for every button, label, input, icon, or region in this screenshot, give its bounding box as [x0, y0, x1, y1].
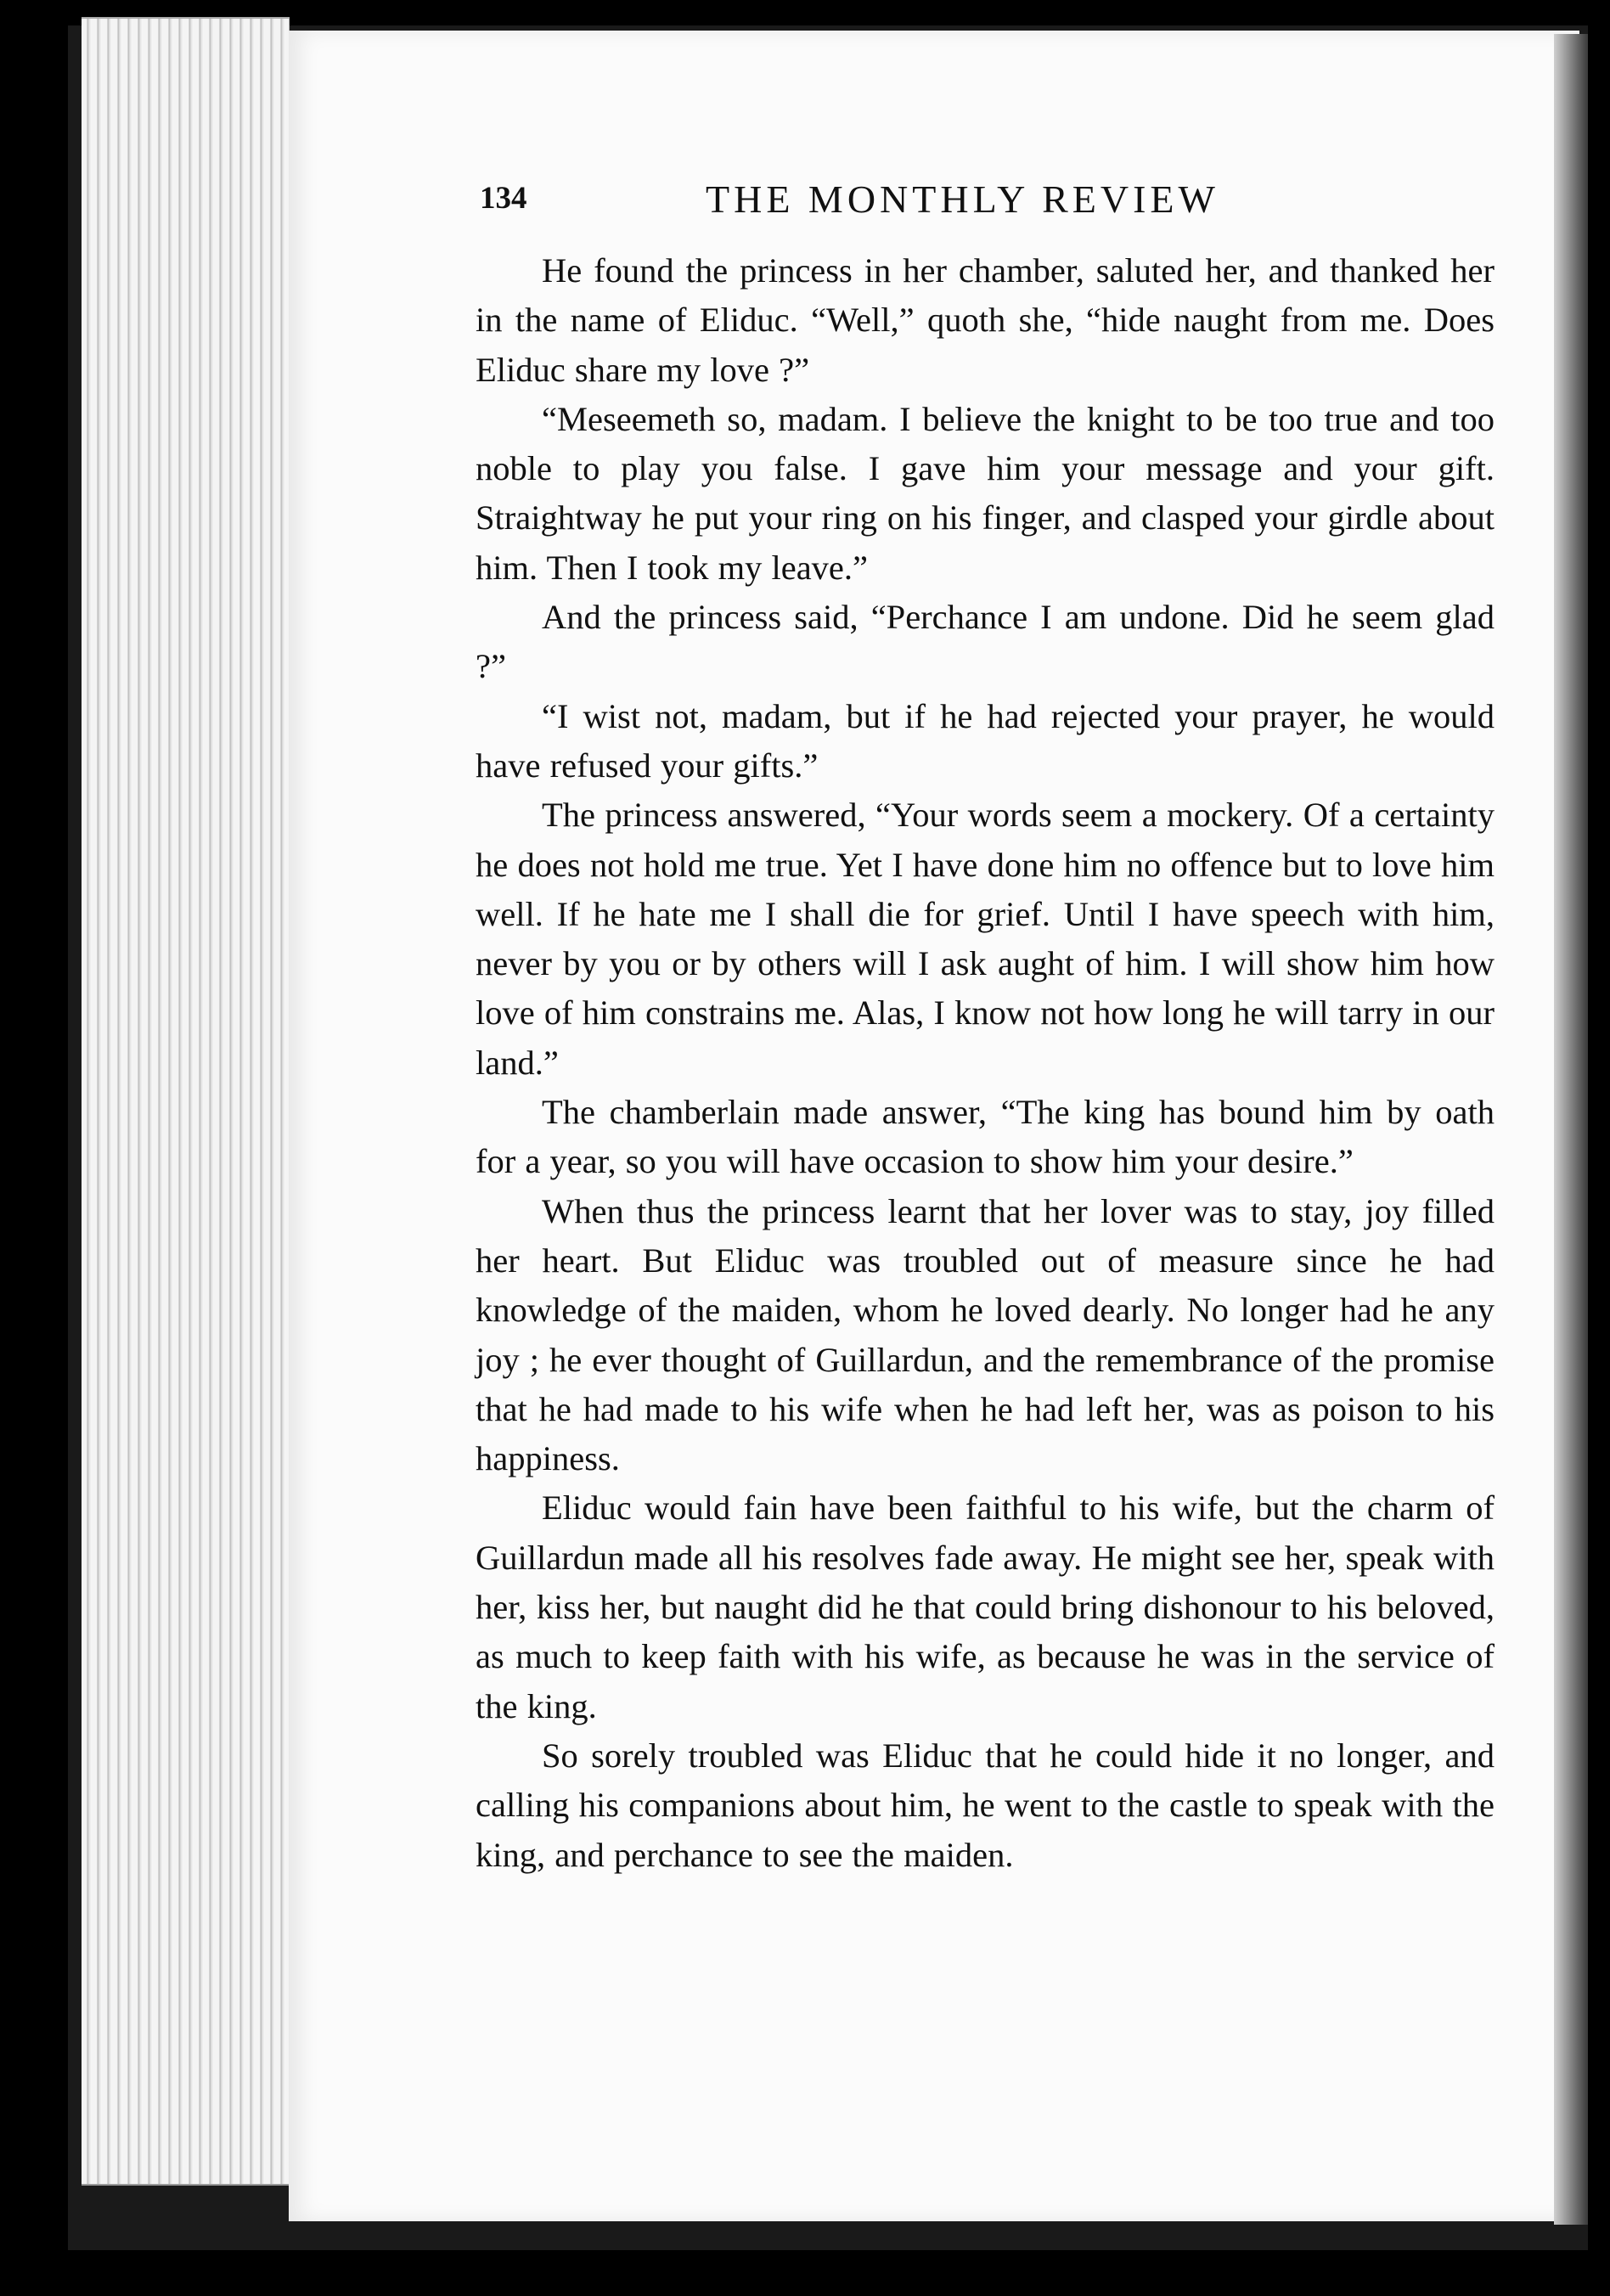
gutter-shadow	[1554, 34, 1588, 2225]
running-head: THE MONTHLY REVIEW	[706, 177, 1219, 221]
page-header	[480, 177, 1286, 228]
paragraph: When thus the princess learnt that her lover was to stay, joy filled her heart. But Eliduc was troubled out of measure since he had knowledge of the maiden, whom he loved dearly. No longer had he any joy ; he ever thought of Guillardun, and the remembrance of the promise that he had made to his wife when he had left her, was as poison to his happiness.	[476, 1191, 1495, 1478]
paragraph: “Meseemeth so, madam. I believe the knight to be too true and too noble to play you false. I gave him your message and your gift. Straightway he put your ring on his finger, and clasped your girdle about him. Then I took my leave.”	[476, 399, 1495, 587]
paragraph: So sorely troubled was Eliduc that he could hide it no longer, and calling his companions about him, he went to the castle to speak with the king, and perchance to see the maiden.	[476, 1736, 1495, 1874]
paragraph: The princess answered, “Your words seem a mockery. Of a certainty he does not hold me true. Yet I have done him no offence but to love him well. If he hate me I shall die for grief. Until I have speech with him, never by you or by others will I ask aught of him. I will show him how love of him constrains me. Alas, I know not how long he will tarry in our land.”	[476, 796, 1495, 1082]
paragraph: And the princess said, “Perchance I am undone. Did he seem glad ?”	[476, 598, 1495, 686]
book-page-edges	[82, 17, 290, 2186]
page-number: 134	[480, 181, 527, 216]
paragraph: “I wist not, madam, but if he had rejected your prayer, he would have refused your gifts.”	[476, 696, 1495, 785]
paragraph: He found the princess in her chamber, saluted her, and thanked her in the name of Eliduc. “Well,” quoth she, “hide naught from me. Does Eliduc share my love ?”	[476, 251, 1495, 389]
body-text	[476, 246, 1495, 1880]
paragraph: Eliduc would fain have been faithful to his wife, but the charm of Guillardun made all his resolves fade away. He might see her, speak with her, kiss her, but naught did he that could bring dishonour to his beloved, as much to keep faith with his wife, as because he was in the service of the king.	[476, 1488, 1495, 1725]
paragraph: The chamberlain made answer, “The king has bound him by oath for a year, so you will have occasion to show him your desire.”	[476, 1093, 1495, 1181]
